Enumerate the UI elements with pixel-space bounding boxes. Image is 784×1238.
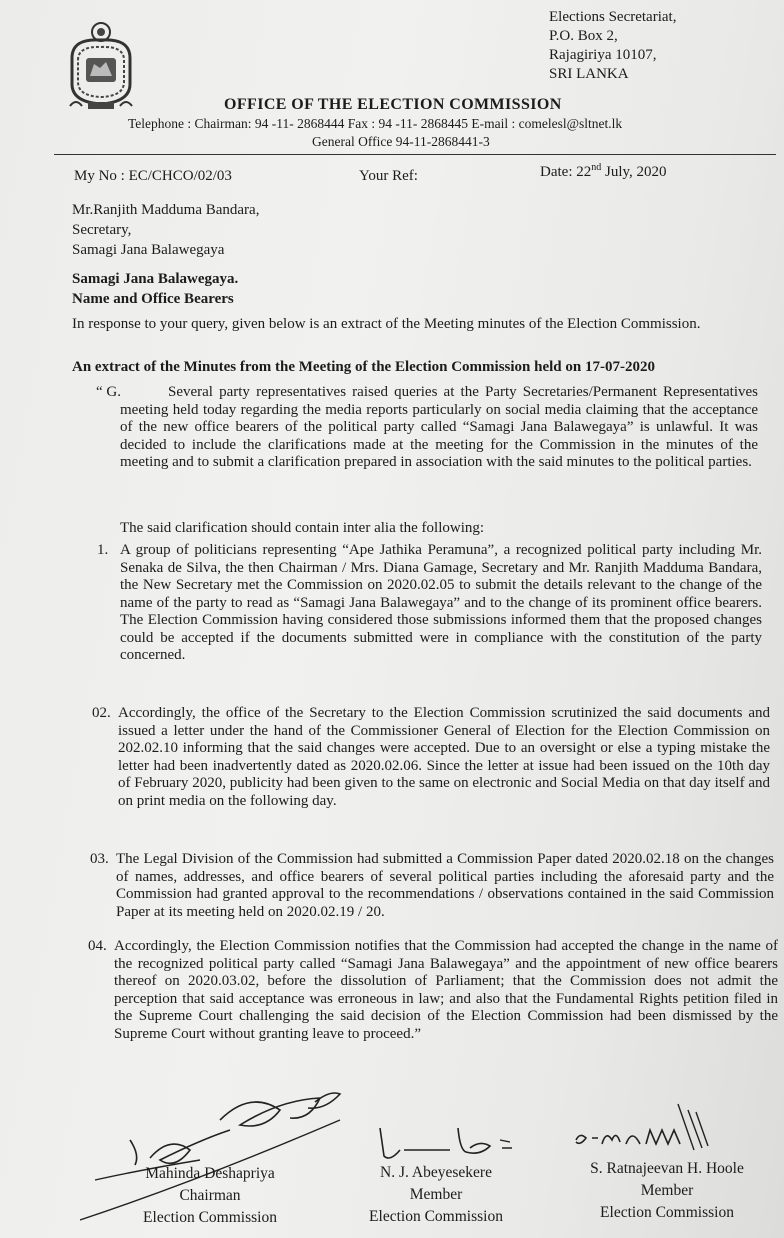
header-divider [54, 154, 776, 155]
list-item: Accordingly, the office of the Secretary to the Election Commission scrutinized the said documents and issued a letter under the hand of the Commissioner General of Election for the Election Commission on 202.02.10 informing that the said changes were accepted. Due to an oversight or else a typing mistake the letter had been inadvertently dated as 2020.02.06. Since the letter at issue had been issued on the 10th day of February 2020, publicity had been given to the same on electronic and Social Media on that day itself and on print media on the following day. [118, 705, 770, 809]
extract-heading: An extract of the Minutes from the Meeting of the Election Commission held on 17-07-2020 [72, 359, 655, 375]
list-item: The Legal Division of the Commission had submitted a Commission Paper dated 2020.02.18 on the changes of names, addresses, and office bearers of several political parties including the aforesaid party and the Commission had granted approval to the recommendations / observations contained in the said Commission Paper at its meeting held on 2020.02.19 / 20. [116, 851, 774, 920]
date-prefix: Date: 22 [540, 164, 592, 180]
address-line: P.O. Box 2, [549, 28, 618, 44]
secretariat-address [549, 8, 676, 84]
signatory-org: Election Commission [600, 1204, 734, 1221]
subject-block [72, 269, 238, 309]
letter-date [540, 162, 667, 181]
your-ref: Your Ref: [359, 168, 418, 184]
recipient-block [72, 200, 259, 260]
my-no: My No : EC/CHCO/02/03 [74, 168, 232, 184]
subject-line: Samagi Jana Balawegaya. [72, 271, 239, 287]
signatory-name: N. J. Abeyesekere [380, 1164, 492, 1181]
signatory-name: Mahinda Deshapriya [145, 1165, 275, 1182]
date-month-year: July, 2020 [601, 164, 667, 180]
signatory-title: Member [640, 1182, 694, 1199]
address-line: SRI LANKA [549, 66, 629, 82]
signatory-org: Election Commission [369, 1208, 503, 1225]
signatory-name: S. Ratnajeevan H. Hoole [590, 1160, 744, 1177]
item-number: 02. [92, 705, 111, 721]
recipient-line: Secretary, [72, 222, 132, 238]
g-label: “ G. [96, 384, 121, 400]
signature-hoole [570, 1100, 720, 1160]
subject-line: Name and Office Bearers [72, 291, 234, 307]
recipient-line: Samagi Jana Balawegaya [72, 242, 225, 258]
signatory-org: Election Commission [143, 1209, 277, 1226]
list-item: Accordingly, the Election Commission notifies that the Commission had accepted the change in the name of the recognized political party called “Samagi Jana Balawegaya” and the appointment of new office bearers thereof on 2020.03.02, before the dissolution of Parliament; that the Commission does not admit the perception that said acceptance was erroneous in law; and also that the Fundamental Rights petition filed in the Supreme Court challenging the said decision of the Election Commission had been dismissed by the Supreme Court without granting leave to proceed.” [114, 938, 778, 1042]
signatory-member-2 [572, 1158, 762, 1224]
clarification-intro: The said clarification should contain inter alia the following: [120, 520, 485, 536]
general-office-line: General Office 94-11-2868441-3 [312, 134, 490, 149]
item-number: 1. [97, 542, 109, 558]
item-number: 04. [88, 938, 107, 954]
recipient-line: Mr.Ranjith Madduma Bandara, [72, 202, 260, 218]
date-suffix-sup: nd [591, 162, 602, 173]
telephone-line: Telephone : Chairman: 94 -11- 2868444 Fax : 94 -11- 2868445 E-mail : comelesl@sltnet.lk [128, 116, 623, 131]
list-item: A group of politicians representing “Ape Jathika Peramuna”, a recognized political party including Mr. Senaka de Silva, the then Chairman / Mrs. Diana Gamage, Secretary and Mr. Ranjith Madduma Bandara, the New Secretary met the Commission on 2020.02.05 to submit the details relevant to the change of the name of the party to read as “Samagi Jana Balawegaya” and to the change of its prominent office bearers. The Election Commission having considered those submissions informed them that the proposed changes could be accepted if the documents submitted were in compliance with the constitution of the party concerned. [120, 542, 762, 663]
intro-paragraph: In response to your query, given below is an extract of the Meeting minutes of the Election Commission. [72, 316, 701, 332]
item-number: 03. [90, 851, 109, 867]
office-title: OFFICE OF THE ELECTION COMMISSION [224, 96, 562, 113]
signatory-chairman [130, 1163, 290, 1229]
signatory-title: Member [409, 1186, 463, 1203]
signatory-title: Chairman [179, 1187, 241, 1204]
address-line: Elections Secretariat, [549, 9, 677, 25]
g-paragraph: Several party representatives raised queries at the Party Secretaries/Permanent Representatives meeting held today regarding the media reports particularly on social media claiming that the acceptance of the new office bearers of the political party called “Samagi Jana Balawegaya” is unlawful. It was decided to include the clarifications made at the meeting for the Commission in the minutes of the meeting and to submit a clarification prepared in association with the said minutes to the political parties. [120, 384, 758, 470]
coat-of-arms-icon [66, 18, 136, 112]
signatory-member-1 [355, 1162, 517, 1228]
address-line: Rajagiriya 10107, [549, 47, 657, 63]
